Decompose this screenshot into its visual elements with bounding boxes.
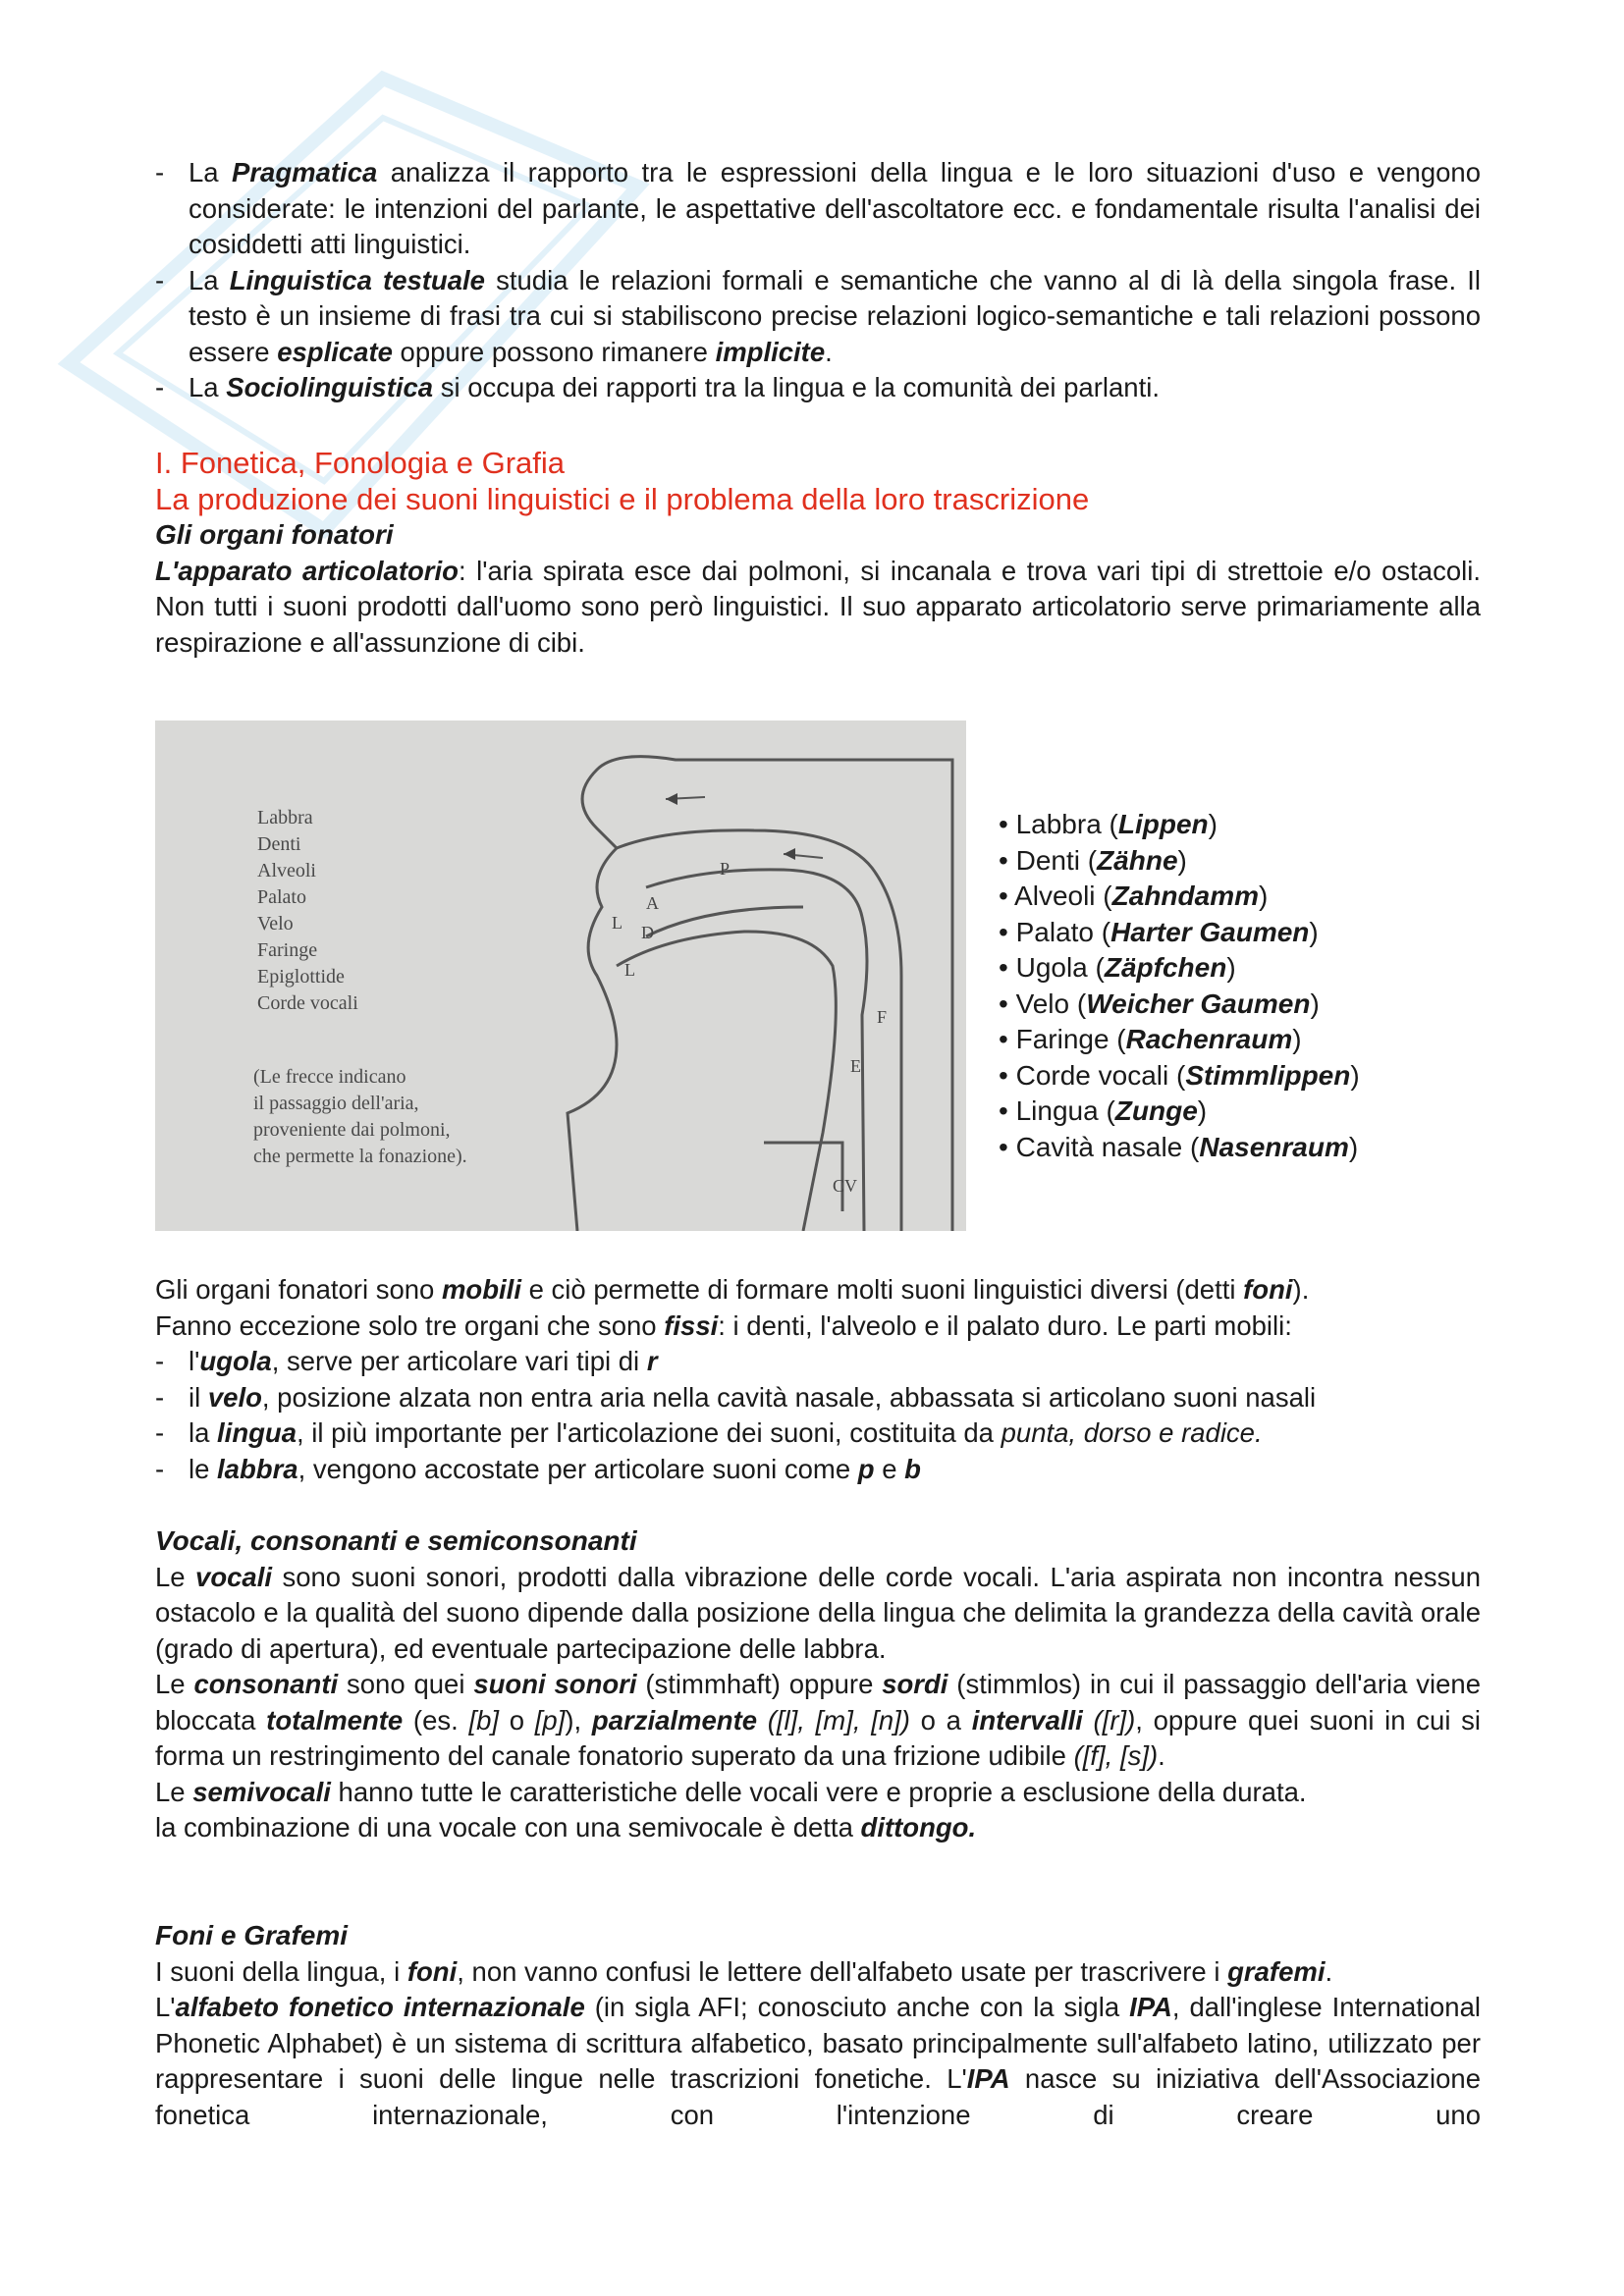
figure-letter-cv: CV [833,1176,858,1196]
list-item: - la lingua, il più importante per l'articolazione dei suoni, costituita da punta, dorso e radice. [155,1417,1263,1448]
paragraph: L'alfabeto fonetico internazionale (in sigla AFI; conosciuto anche con la sigla IPA, dall'inglese International Phonetic Alphabet) è un sistema di scrittura alfabetico, basato principalmente sull'alfabeto latino, utilizzato per rappresentare i suoni delle lingue nelle trascrizioni fonetiche. L'IPA nasce su iniziativa dell'Associazione fonetica internazionale, con l'intenzione di creare uno [155,1992,1482,2130]
paragraph: Le consonanti sono quei suoni sonori (stimmhaft) oppure sordi (stimmlos) in cui il passaggio dell'aria viene bloccata totalmente (es. [b] o [p]), parzialmente ([l], [m], [n]) o a intervalli ([r]), oppure quei suoni in cui si forma un restringimento del canale fonatorio superato da una frizione udibile ([f], [s]). [155,1669,1482,1771]
list-item: - il velo, posizione alzata non entra aria nella cavità nasale, abbassata si articolano suoni nasali [155,1381,1317,1413]
figure-label: Epiglottide [257,966,345,988]
figure-label-list [257,805,358,1017]
list-item: - l'ugola, serve per articolare vari tipi di r [155,1346,658,1376]
paragraph: I suoni della lingua, i foni, non vanno confusi le lettere dell'alfabeto usate per trascrivere i grafemi. [155,1955,1333,1987]
vocali-section [155,1523,1481,1846]
foni-section [155,1918,1481,2133]
subsection-heading: Gli organi fonatori [155,519,394,550]
chapter-heading: I. Fonetica, Fonologia e Grafia [155,446,566,480]
paragraph: Fanno eccezione solo tre organi che sono fissi: i denti, l'alveolo e il palato duro. Le parti mobili: [155,1309,1292,1341]
paragraph: Gli organi fonatori sono mobili e ciò permette di formare molti suoni linguistici diversi (detti foni). [155,1274,1310,1305]
caption-line: proveniente dai polmoni, [253,1119,451,1141]
figure-label: Palato [257,886,306,908]
figure-letter-f: F [877,1007,888,1027]
legend-item: • Alveoli (Zahndamm) [999,881,1269,911]
section-heading: La produzione dei suoni linguistici e il problema della loro trascrizione [155,482,1090,516]
subsection-heading: Foni e Grafemi [155,1920,349,1950]
organ-legend [999,807,1360,1165]
figure-label: Alveoli [257,860,316,881]
figure-label: Velo [257,913,294,934]
legend-item: • Labbra (Lippen) [999,809,1218,839]
figure-letter-l: L [624,960,635,980]
list-item: - le labbra, vengono accostate per articolare suoni come p e b [155,1453,921,1484]
figure-label: Denti [257,833,301,855]
legend-item: • Ugola (Zäpfchen) [999,952,1236,983]
headings [155,445,1481,661]
subsection-heading: Vocali, consonanti e semiconsonanti [155,1525,637,1556]
vocal-tract-figure [155,721,966,1231]
legend-item: • Faringe (Rachenraum) [999,1024,1302,1054]
list-item: - La Pragmatica analizza il rapporto tra le espressioni della lingua e le loro situazioni d'uso e vengono considerate: le intenzioni del parlante, le aspettative dell'ascoltatore ecc. e fondamentale risulta l'analisi dei cosiddetti atti linguistici. [155,157,1482,259]
figure-letter-d: D [641,923,654,942]
figure-letter-l: L [612,913,623,933]
list-item: - La Sociolinguistica si occupa dei rapporti tra la lingua e la comunità dei parlanti. [155,372,1160,402]
legend-item: • Lingua (Zunge) [999,1095,1208,1126]
figure-label: Labbra [257,807,313,828]
paragraph: Le semivocali hanno tutte le caratteristiche delle vocali vere e proprie a esclusione della durata. [155,1776,1307,1807]
caption-line: il passaggio dell'aria, [253,1093,419,1114]
intro-list [155,155,1481,406]
figure-letter-a: A [646,893,659,913]
legend-item: • Corde vocali (Stimmlippen) [999,1059,1360,1091]
figure-label: Corde vocali [257,992,358,1014]
caption-line: che permette la fonazione). [253,1146,467,1167]
legend-item: • Velo (Weicher Gaumen) [999,988,1320,1019]
figure-letter-e: E [850,1056,861,1076]
legend-item: • Palato (Harter Gaumen) [999,916,1319,947]
paragraph: Le vocali sono suoni sonori, prodotti dalla vibrazione delle corde vocali. L'aria aspirata non incontra nessun ostacolo e la qualità del suono dipende dalla posizione della lingua che delimita la grandezza della cavità orale (grado di apertura), ed eventuale partecipazione delle labbra. [155,1561,1481,1664]
caption-line: (Le frecce indicano [253,1066,406,1088]
legend-item: • Denti (Zähne) [999,844,1187,876]
figure-caption [253,1064,467,1170]
paragraph: la combinazione di una vocale con una semivocale è detta dittongo. [155,1812,977,1842]
organi-mobili-section [155,1272,1481,1487]
legend-item: • Cavità nasale (Nasenraum) [999,1131,1359,1162]
apparato-paragraph: L'apparato articolatorio: l'aria spirata esce dai polmoni, si incanala e trova vari tipi di strettoie e/o ostacoli. Non tutti i suoni prodotti dall'uomo sono però linguistici. Il suo apparato articolatorio serve primariamente alla respirazione e all'assunzione di cibi. [155,555,1481,658]
figure-letter-p: P [720,859,731,879]
figure-label: Faringe [257,939,318,961]
list-item: - La Linguistica testuale studia le relazioni formali e semantiche che vanno al di là della singola frase. Il testo è un insieme di frasi tra cui si stabiliscono precise relazioni logico-semantiche e tali relazioni possono essere esplicate oppure possono rimanere implicite. [155,264,1481,367]
